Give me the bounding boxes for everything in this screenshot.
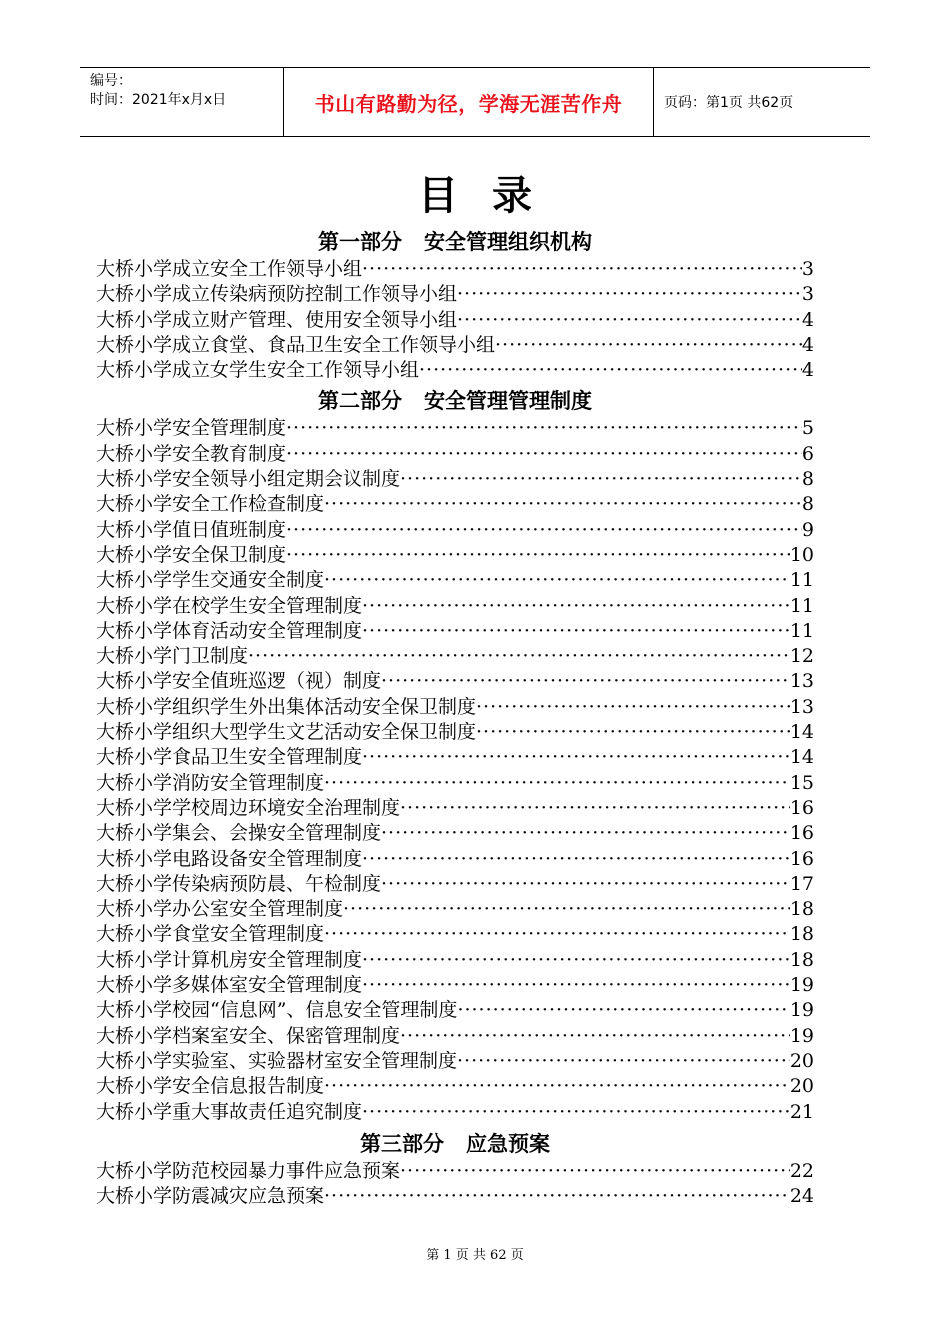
toc-entry[interactable]: [96, 619, 814, 644]
toc-entry-title: 大桥小学安全教育制度: [96, 442, 287, 465]
toc-entry[interactable]: [96, 821, 814, 846]
header-meta-cell: [80, 68, 284, 136]
toc-entry-title: 大桥小学学生交通安全制度: [96, 569, 325, 592]
document-header: [80, 67, 870, 137]
toc-entry[interactable]: [96, 333, 814, 358]
toc-entry-title: 大桥小学计算机房安全管理制度: [96, 948, 363, 971]
toc-entry-page: 17: [789, 872, 814, 895]
toc-entry-title: 大桥小学组织学生外出集体活动安全保卫制度: [96, 695, 477, 718]
dot-leader: [400, 1159, 790, 1184]
toc-entry[interactable]: [96, 257, 814, 282]
page-footer: 第 1 页 共 62 页: [426, 1248, 524, 1263]
dot-leader: [362, 257, 802, 282]
toc-entry-page: 19: [789, 1024, 814, 1047]
dot-leader: [362, 847, 790, 872]
table-of-contents: [96, 225, 814, 1209]
dot-leader: [362, 973, 790, 998]
dot-leader: [248, 644, 790, 669]
toc-entry-title: 大桥小学防范校园暴力事件应急预案: [96, 1159, 401, 1182]
toc-title: 目录: [418, 173, 566, 219]
toc-entry[interactable]: [96, 1024, 814, 1049]
toc-entry-title: 大桥小学校园“信息网”、信息安全管理制度: [96, 999, 458, 1022]
toc-entry[interactable]: [96, 796, 814, 821]
toc-entry-title: 大桥小学安全信息报告制度: [96, 1075, 325, 1098]
dot-leader: [286, 543, 790, 568]
toc-entry-title: 大桥小学重大事故责任追究制度: [96, 1100, 363, 1123]
dot-leader: [457, 1049, 790, 1074]
toc-entry-title: 大桥小学实验室、实验器材室安全管理制度: [96, 1049, 458, 1072]
toc-entry-page: 5: [801, 417, 814, 440]
toc-entry-title: 大桥小学组织大型学生文艺活动安全保卫制度: [96, 721, 477, 744]
toc-entry[interactable]: [96, 1049, 814, 1074]
toc-entry[interactable]: [96, 1159, 814, 1184]
toc-entry-page: 19: [789, 999, 814, 1022]
toc-entry-title: 大桥小学体育活动安全管理制度: [96, 619, 363, 642]
toc-entry[interactable]: [96, 492, 814, 517]
toc-entry-page: 13: [789, 695, 814, 718]
toc-entry-page: 16: [789, 796, 814, 819]
toc-entry-title: 大桥小学在校学生安全管理制度: [96, 594, 363, 617]
toc-entry-page: 8: [801, 493, 814, 516]
section-heading: 第三部分 应急预案: [360, 1131, 550, 1156]
toc-entry[interactable]: [96, 358, 814, 383]
dot-leader: [400, 467, 802, 492]
toc-entry[interactable]: [96, 416, 814, 441]
toc-entry[interactable]: [96, 872, 814, 897]
toc-entry[interactable]: [96, 1100, 814, 1125]
header-page-info: 页码：第1页 共62页: [664, 95, 794, 111]
toc-entry-page: 16: [789, 822, 814, 845]
toc-entry[interactable]: [96, 720, 814, 745]
toc-entry-page: 6: [801, 442, 814, 465]
toc-entry-page: 22: [789, 1159, 814, 1182]
dot-leader: [457, 308, 802, 333]
toc-entry-title: 大桥小学成立女学生安全工作领导小组: [96, 359, 420, 382]
dot-leader: [495, 333, 802, 358]
toc-entry-title: 大桥小学食品卫生安全管理制度: [96, 746, 363, 769]
toc-entry-title: 大桥小学安全领导小组定期会议制度: [96, 468, 401, 491]
dot-leader: [324, 771, 790, 796]
dot-leader: [324, 568, 790, 593]
toc-entry-page: 4: [801, 359, 814, 382]
dot-leader: [362, 1100, 790, 1125]
toc-entry-title: 大桥小学传染病预防晨、午检制度: [96, 872, 382, 895]
toc-entry-page: 10: [789, 543, 814, 566]
dot-leader: [400, 1024, 790, 1049]
toc-entry[interactable]: [96, 568, 814, 593]
toc-entry-page: 11: [789, 619, 814, 642]
toc-entry-title: 大桥小学多媒体室安全管理制度: [96, 974, 363, 997]
toc-entry-title: 大桥小学消防安全管理制度: [96, 771, 325, 794]
dot-leader: [381, 821, 790, 846]
dot-leader: [362, 948, 790, 973]
toc-entry-title: 大桥小学安全管理制度: [96, 417, 287, 440]
toc-entry-page: 18: [789, 923, 814, 946]
toc-entry-page: 4: [801, 333, 814, 356]
dot-leader: [476, 695, 790, 720]
toc-entry-title: 大桥小学办公室安全管理制度: [96, 898, 344, 921]
toc-entry-title: 大桥小学安全工作检查制度: [96, 493, 325, 516]
toc-entry-title: 大桥小学门卫制度: [96, 645, 249, 668]
toc-entry[interactable]: [96, 669, 814, 694]
toc-entry-title: 大桥小学集会、会操安全管理制度: [96, 822, 382, 845]
toc-entry-title: 大桥小学值日值班制度: [96, 518, 287, 541]
toc-entry-page: 4: [801, 308, 814, 331]
dot-leader: [381, 669, 790, 694]
toc-entry[interactable]: [96, 897, 814, 922]
toc-entry[interactable]: [96, 695, 814, 720]
toc-entry-page: 13: [789, 670, 814, 693]
toc-entry[interactable]: [96, 282, 814, 307]
toc-entry-page: 9: [801, 518, 814, 541]
section-heading: 第二部分 安全管理管理制度: [318, 389, 592, 414]
toc-entry[interactable]: [96, 847, 814, 872]
toc-entry[interactable]: [96, 467, 814, 492]
toc-entry-page: 21: [789, 1100, 814, 1123]
toc-entry[interactable]: [96, 973, 814, 998]
toc-entry-page: 24: [789, 1185, 814, 1208]
dot-leader: [286, 518, 802, 543]
toc-entry-page: 3: [801, 283, 814, 306]
dot-leader: [457, 282, 802, 307]
dot-leader: [476, 720, 790, 745]
toc-entry-page: 18: [789, 948, 814, 971]
toc-entry-title: 大桥小学安全保卫制度: [96, 543, 287, 566]
toc-entry-page: 3: [801, 258, 814, 280]
dot-leader: [400, 796, 790, 821]
dot-leader: [381, 872, 790, 897]
dot-leader: [324, 1184, 790, 1209]
toc-entry-page: 20: [789, 1075, 814, 1098]
time-label: 时间：2021年x月x日: [90, 92, 227, 108]
toc-entry-page: 16: [789, 847, 814, 870]
dot-leader: [362, 745, 790, 770]
toc-entry-page: 20: [789, 1049, 814, 1072]
toc-entry-page: 11: [789, 569, 814, 592]
toc-entry-title: 大桥小学档案室安全、保密管理制度: [96, 1024, 401, 1047]
dot-leader: [324, 1074, 790, 1099]
toc-entry[interactable]: [96, 998, 814, 1023]
toc-entry[interactable]: [96, 518, 814, 543]
toc-entry-title: 大桥小学成立食堂、食品卫生安全工作领导小组: [96, 333, 496, 356]
toc-entry-title: 大桥小学成立安全工作领导小组: [96, 258, 363, 280]
dot-leader: [286, 442, 802, 467]
toc-entry-title: 大桥小学成立传染病预防控制工作领导小组: [96, 283, 458, 306]
toc-entry-page: 18: [789, 898, 814, 921]
dot-leader: [419, 358, 802, 383]
toc-entry-page: 15: [789, 771, 814, 794]
toc-entry[interactable]: [96, 922, 814, 947]
toc-entry-title: 大桥小学防震减灾应急预案: [96, 1185, 325, 1208]
toc-entry-title: 大桥小学学校周边环境安全治理制度: [96, 796, 401, 819]
section-heading: 第一部分 安全管理组织机构: [318, 230, 592, 254]
toc-entry-page: 14: [789, 746, 814, 769]
toc-entry-page: 12: [789, 645, 814, 668]
toc-entry-page: 19: [789, 974, 814, 997]
toc-entry[interactable]: [96, 594, 814, 619]
toc-entry[interactable]: [96, 644, 814, 669]
dot-leader: [362, 594, 790, 619]
header-motto: 书山有路勤为径，学海无涯苦作舟: [284, 68, 654, 136]
toc-entry-title: 大桥小学食堂安全管理制度: [96, 923, 325, 946]
toc-entry-page: 11: [789, 594, 814, 617]
toc-entry[interactable]: [96, 543, 814, 568]
number-label: 编号：: [90, 73, 132, 89]
toc-entry-title: 大桥小学电路设备安全管理制度: [96, 847, 363, 870]
toc-entry[interactable]: [96, 745, 814, 770]
toc-entry[interactable]: [96, 948, 814, 973]
toc-entry-page: 14: [789, 721, 814, 744]
toc-entry-title: 大桥小学安全值班巡逻（视）制度: [96, 670, 382, 693]
dot-leader: [362, 619, 790, 644]
dot-leader: [324, 492, 802, 517]
toc-entry[interactable]: [96, 1074, 814, 1099]
dot-leader: [286, 416, 802, 441]
toc-entry[interactable]: [96, 308, 814, 333]
toc-entry-page: 8: [801, 468, 814, 491]
toc-entry[interactable]: [96, 442, 814, 467]
toc-entry[interactable]: [96, 771, 814, 796]
dot-leader: [343, 897, 790, 922]
dot-leader: [457, 998, 789, 1023]
dot-leader: [324, 922, 790, 947]
toc-entry[interactable]: [96, 1184, 814, 1209]
toc-entry-title: 大桥小学成立财产管理、使用安全领导小组: [96, 308, 458, 331]
